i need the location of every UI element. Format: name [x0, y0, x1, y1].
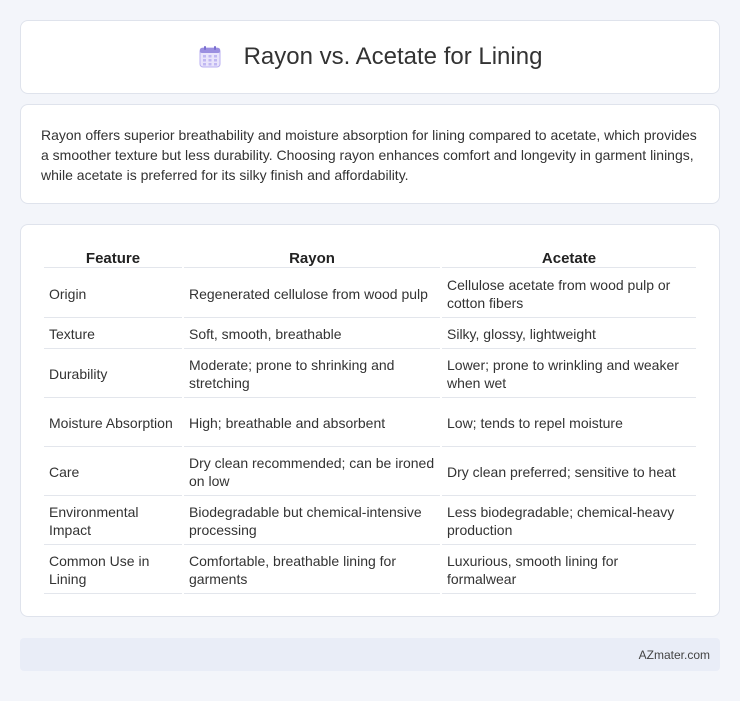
header-rayon: Rayon: [184, 247, 440, 268]
calendar-icon: [198, 45, 222, 69]
rayon-cell: High; breathable and absorbent: [184, 400, 440, 447]
acetate-cell: Less biodegradable; chemical-heavy production: [442, 498, 696, 545]
title-wrap: [198, 43, 543, 71]
acetate-cell: Low; tends to repel moisture: [442, 400, 696, 447]
rayon-cell: Moderate; prone to shrinking and stretching: [184, 351, 440, 398]
header-acetate: Acetate: [442, 247, 696, 268]
table-row: [44, 320, 696, 349]
rayon-cell: Comfortable, breathable lining for garments: [184, 547, 440, 594]
feature-cell: Common Use in Lining: [44, 547, 182, 594]
summary-card: [20, 104, 720, 204]
footer: [20, 638, 720, 671]
table-header-row: [44, 247, 696, 268]
feature-cell: Texture: [44, 320, 182, 349]
feature-cell: Durability: [44, 351, 182, 398]
feature-cell: Care: [44, 449, 182, 496]
comparison-table-card: [20, 224, 720, 617]
rayon-cell: Dry clean recommended; can be ironed on low: [184, 449, 440, 496]
header-feature: Feature: [44, 247, 182, 268]
feature-cell: Origin: [44, 270, 182, 318]
table-row: [44, 400, 696, 447]
rayon-cell: Soft, smooth, breathable: [184, 320, 440, 349]
table-row: [44, 547, 696, 594]
page-title: Rayon vs. Acetate for Lining: [243, 43, 543, 70]
rayon-cell: Regenerated cellulose from wood pulp: [184, 270, 440, 318]
table-row: [44, 498, 696, 545]
title-card: [20, 20, 720, 94]
acetate-cell: Dry clean preferred; sensitive to heat: [442, 449, 696, 496]
feature-cell: Environmental Impact: [44, 498, 182, 545]
acetate-cell: Lower; prone to wrinkling and weaker when wet: [442, 351, 696, 398]
table-row: [44, 449, 696, 496]
acetate-cell: Cellulose acetate from wood pulp or cotton fibers: [442, 270, 696, 318]
rayon-cell: Biodegradable but chemical-intensive processing: [184, 498, 440, 545]
summary-text: Rayon offers superior breathability and moisture absorption for lining compared to acetate, which provides a smoother texture but less durability. Choosing rayon enhances comfort and longevity in garment linings, while acetate is preferred for its silky finish and affordability.: [41, 127, 697, 183]
footer-brand[interactable]: AZmater.com: [638, 647, 710, 662]
comparison-table: [42, 245, 698, 596]
acetate-cell: Luxurious, smooth lining for formalwear: [442, 547, 696, 594]
table-row: [44, 351, 696, 398]
feature-cell: Moisture Absorption: [44, 400, 182, 447]
acetate-cell: Silky, glossy, lightweight: [442, 320, 696, 349]
table-row: [44, 270, 696, 318]
